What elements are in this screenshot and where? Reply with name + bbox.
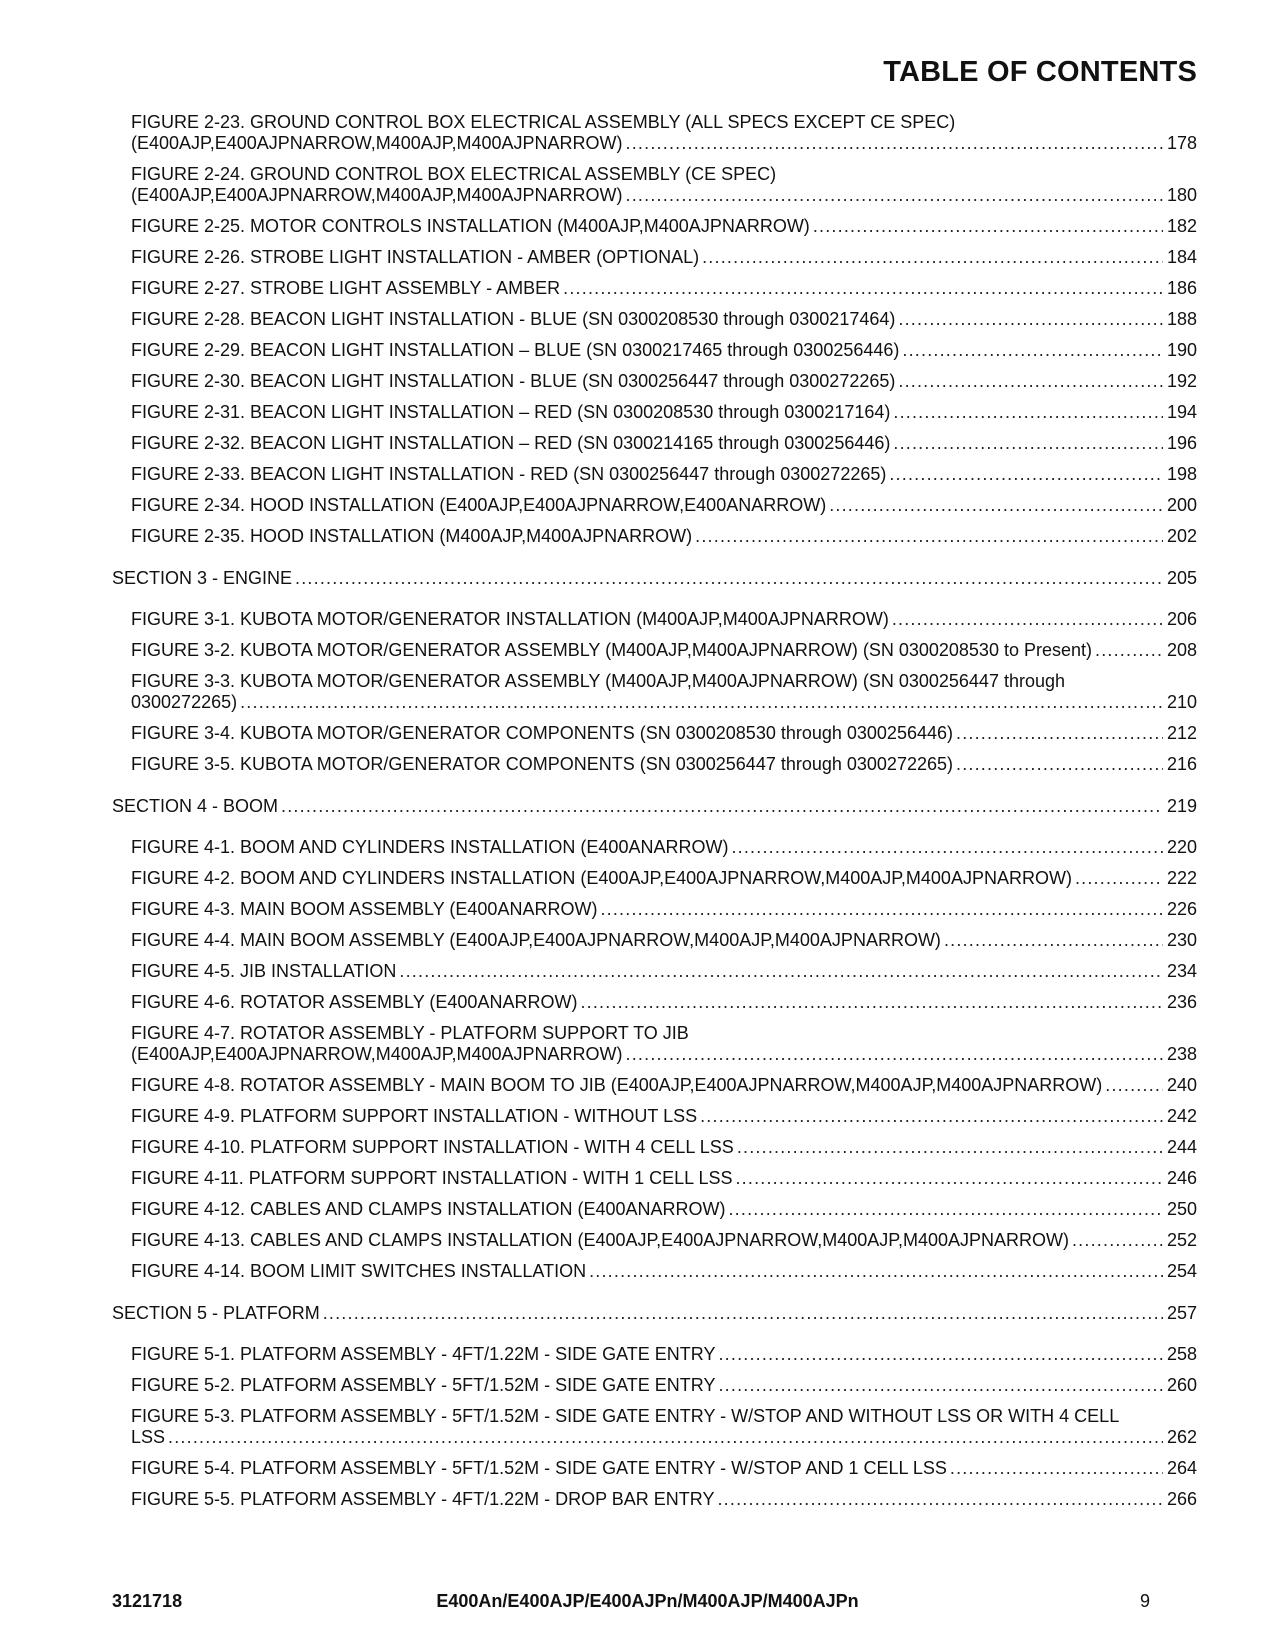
- entry-title-line: LSS: [131, 1427, 166, 1447]
- entry-title-line: FIGURE 5-1. PLATFORM ASSEMBLY - 4FT/1.22M - SIDE GATE ENTRY: [131, 1344, 716, 1364]
- dot-leader: [580, 992, 1163, 1013]
- toc-figure-entry[interactable]: [131, 340, 1197, 371]
- entry-title-line: FIGURE 4-1. BOOM AND CYLINDERS INSTALLATION (E400ANARROW): [131, 837, 729, 857]
- entry-page-number: 194: [1166, 402, 1197, 422]
- dot-leader: [889, 464, 1163, 485]
- entry-page-number: 190: [1166, 340, 1197, 360]
- dot-leader: [813, 216, 1163, 237]
- document-number: 3121718: [112, 1591, 183, 1611]
- entry-title-line: FIGURE 5-4. PLATFORM ASSEMBLY - 5FT/1.52M - SIDE GATE ENTRY - W/STOP AND 1 CELL LSS: [131, 1458, 947, 1478]
- dot-leader: [1105, 1075, 1163, 1096]
- dot-leader: [728, 1199, 1162, 1220]
- entry-page-number: 240: [1166, 1075, 1197, 1095]
- toc-figure-entry[interactable]: [131, 1137, 1197, 1168]
- dot-leader: [898, 371, 1163, 392]
- toc-figure-entry[interactable]: [131, 526, 1197, 557]
- entry-page-number: 264: [1166, 1458, 1197, 1478]
- entry-page-number: 226: [1166, 899, 1197, 919]
- dot-leader: [702, 247, 1163, 268]
- entry-title-line: SECTION 4 - BOOM: [112, 796, 279, 816]
- entry-title-line: FIGURE 5-3. PLATFORM ASSEMBLY - 5FT/1.52M - SIDE GATE ENTRY - W/STOP AND WITHOUT LSS OR WITH 4 CELL: [131, 1406, 1120, 1426]
- toc-figure-entry[interactable]: [131, 278, 1197, 309]
- toc-figure-entry[interactable]: [131, 992, 1197, 1023]
- entry-page-number: 236: [1166, 992, 1197, 1012]
- toc-figure-entry[interactable]: [131, 754, 1197, 785]
- toc-figure-entry[interactable]: [131, 1168, 1197, 1199]
- dot-leader: [731, 837, 1163, 858]
- entry-page-number: 244: [1166, 1137, 1197, 1157]
- toc-figure-entry[interactable]: [131, 1199, 1197, 1230]
- toc-figure-entry[interactable]: [131, 495, 1197, 526]
- toc-figure-entry[interactable]: [131, 868, 1197, 899]
- entry-page-number: 182: [1166, 216, 1197, 236]
- entry-title-line: FIGURE 4-14. BOOM LIMIT SWITCHES INSTALLATION: [131, 1261, 587, 1281]
- entry-page-number: 266: [1166, 1489, 1197, 1509]
- dot-leader: [718, 1375, 1162, 1396]
- toc-figure-entry[interactable]: [131, 402, 1197, 433]
- entry-title-line: FIGURE 2-26. STROBE LIGHT INSTALLATION - AMBER (OPTIONAL): [131, 247, 700, 267]
- entry-title-line: FIGURE 4-8. ROTATOR ASSEMBLY - MAIN BOOM TO JIB (E400AJP,E400AJPNARROW,M400AJP,M400AJPNARROW): [131, 1075, 1103, 1095]
- entry-title-line: FIGURE 2-23. GROUND CONTROL BOX ELECTRICAL ASSEMBLY (ALL SPECS EXCEPT CE SPEC): [131, 112, 956, 132]
- entry-page-number: 180: [1166, 185, 1197, 205]
- toc-figure-entry[interactable]: [131, 1261, 1197, 1292]
- entry-title-line: FIGURE 2-35. HOOD INSTALLATION (M400AJP,M400AJPNARROW): [131, 526, 693, 546]
- entry-page-number: 205: [1166, 568, 1197, 588]
- toc-section-entry[interactable]: [112, 557, 1197, 609]
- entry-page-number: 262: [1166, 1427, 1197, 1447]
- dot-leader: [626, 1044, 1163, 1065]
- entry-title-line: 0300272265): [131, 692, 238, 712]
- dot-leader: [240, 692, 1163, 713]
- entry-title-line: SECTION 3 - ENGINE: [112, 568, 293, 588]
- dot-leader: [168, 1427, 1163, 1448]
- toc-figure-entry[interactable]: [131, 671, 1197, 723]
- dot-leader: [956, 754, 1163, 775]
- entry-page-number: 242: [1166, 1106, 1197, 1126]
- entry-page-number: 198: [1166, 464, 1197, 484]
- toc-figure-entry[interactable]: [131, 609, 1197, 640]
- entry-page-number: 252: [1166, 1230, 1197, 1250]
- dot-leader: [902, 340, 1163, 361]
- dot-leader: [563, 278, 1163, 299]
- dot-leader: [295, 568, 1163, 589]
- dot-leader: [1072, 1230, 1163, 1251]
- entry-title-line: (E400AJP,E400AJPNARROW,M400AJP,M400AJPNARROW): [131, 185, 623, 205]
- dot-leader: [950, 1458, 1163, 1479]
- toc-figure-entry[interactable]: [131, 1375, 1197, 1406]
- entry-title-line: FIGURE 3-3. KUBOTA MOTOR/GENERATOR ASSEMBLY (M400AJP,M400AJPNARROW) (SN 0300256447 through: [131, 671, 1066, 691]
- toc-figure-entry[interactable]: [131, 1075, 1197, 1106]
- entry-page-number: 219: [1166, 796, 1197, 816]
- entry-page-number: 234: [1166, 961, 1197, 981]
- dot-leader: [898, 309, 1163, 330]
- toc-section-entry[interactable]: [112, 1292, 1197, 1344]
- dot-leader: [717, 1489, 1162, 1510]
- toc-figure-entry[interactable]: [131, 1230, 1197, 1261]
- entry-title-line: SECTION 5 - PLATFORM: [112, 1303, 320, 1323]
- toc-figure-entry[interactable]: [131, 433, 1197, 464]
- entry-page-number: 246: [1166, 1168, 1197, 1188]
- entry-title-line: FIGURE 3-1. KUBOTA MOTOR/GENERATOR INSTALLATION (M400AJP,M400AJPNARROW): [131, 609, 889, 629]
- entry-page-number: 192: [1166, 371, 1197, 391]
- dot-leader: [1095, 640, 1163, 661]
- toc-figure-entry[interactable]: [131, 1489, 1197, 1520]
- entry-page-number: 220: [1166, 837, 1197, 857]
- entry-page-number: 184: [1166, 247, 1197, 267]
- entry-title-line: FIGURE 2-31. BEACON LIGHT INSTALLATION – RED (SN 0300208530 through 0300217164): [131, 402, 891, 422]
- toc-figure-entry[interactable]: [131, 1106, 1197, 1137]
- entry-page-number: 206: [1166, 609, 1197, 629]
- entry-page-number: 216: [1166, 754, 1197, 774]
- toc-figure-entry[interactable]: [131, 1344, 1197, 1375]
- dot-leader: [892, 609, 1163, 630]
- toc-figure-entry[interactable]: [131, 899, 1197, 930]
- dot-leader: [893, 433, 1163, 454]
- dot-leader: [600, 899, 1163, 920]
- entry-page-number: 257: [1166, 1303, 1197, 1323]
- entry-page-number: 210: [1166, 692, 1197, 712]
- entry-page-number: 212: [1166, 723, 1197, 743]
- entry-page-number: 254: [1166, 1261, 1197, 1281]
- entry-title-line: FIGURE 3-4. KUBOTA MOTOR/GENERATOR COMPONENTS (SN 0300208530 through 0300256446): [131, 723, 953, 743]
- toc-figure-entry[interactable]: [131, 371, 1197, 402]
- toc-figure-entry[interactable]: [131, 164, 1197, 216]
- dot-leader: [281, 796, 1163, 817]
- entry-title-line: FIGURE 4-6. ROTATOR ASSEMBLY (E400ANARROW): [131, 992, 578, 1012]
- entry-title-line: FIGURE 5-2. PLATFORM ASSEMBLY - 5FT/1.52M - SIDE GATE ENTRY: [131, 1375, 716, 1395]
- entry-title-line: FIGURE 2-33. BEACON LIGHT INSTALLATION - RED (SN 0300256447 through 0300272265): [131, 464, 887, 484]
- entry-title-line: FIGURE 4-12. CABLES AND CLAMPS INSTALLATION (E400ANARROW): [131, 1199, 726, 1219]
- dot-leader: [1075, 868, 1163, 889]
- dot-leader: [399, 961, 1163, 982]
- entry-title-line: FIGURE 4-9. PLATFORM SUPPORT INSTALLATION - WITHOUT LSS: [131, 1106, 698, 1126]
- toc-figure-entry[interactable]: [131, 640, 1197, 671]
- entry-title-line: FIGURE 2-25. MOTOR CONTROLS INSTALLATION (M400AJP,M400AJPNARROW): [131, 216, 810, 236]
- entry-page-number: 200: [1166, 495, 1197, 515]
- dot-leader: [589, 1261, 1163, 1282]
- entry-title-line: FIGURE 4-13. CABLES AND CLAMPS INSTALLATION (E400AJP,E400AJPNARROW,M400AJP,M400AJPNARROW): [131, 1230, 1069, 1250]
- entry-title-line: (E400AJP,E400AJPNARROW,M400AJP,M400AJPNARROW): [131, 133, 623, 153]
- entry-title-line: FIGURE 2-32. BEACON LIGHT INSTALLATION – RED (SN 0300214165 through 0300256446): [131, 433, 891, 453]
- toc-figure-entry[interactable]: [131, 1458, 1197, 1489]
- entry-page-number: 178: [1166, 133, 1197, 153]
- entry-title-line: FIGURE 2-27. STROBE LIGHT ASSEMBLY - AMBER: [131, 278, 561, 298]
- toc-figure-entry[interactable]: [131, 247, 1197, 278]
- entry-page-number: 186: [1166, 278, 1197, 298]
- toc-figure-entry[interactable]: [131, 1406, 1197, 1458]
- dot-leader: [893, 402, 1163, 423]
- entry-title-line: FIGURE 4-7. ROTATOR ASSEMBLY - PLATFORM SUPPORT TO JIB: [131, 1023, 689, 1043]
- entry-title-line: FIGURE 4-5. JIB INSTALLATION: [131, 961, 397, 981]
- entry-title-line: FIGURE 2-28. BEACON LIGHT INSTALLATION - BLUE (SN 0300208530 through 0300217464): [131, 309, 896, 329]
- entry-title-line: FIGURE 2-24. GROUND CONTROL BOX ELECTRICAL ASSEMBLY (CE SPEC): [131, 164, 777, 184]
- entry-page-number: 250: [1166, 1199, 1197, 1219]
- toc-section-entry[interactable]: [112, 785, 1197, 837]
- entry-page-number: 260: [1166, 1375, 1197, 1395]
- toc-figure-entry[interactable]: [131, 961, 1197, 992]
- entry-page-number: 208: [1166, 640, 1197, 660]
- toc-figure-entry[interactable]: [131, 112, 1197, 164]
- toc-figure-entry[interactable]: [131, 1023, 1197, 1075]
- toc-figure-entry[interactable]: [131, 930, 1197, 961]
- page-title: TABLE OF CONTENTS: [883, 56, 1197, 88]
- dot-leader: [695, 526, 1163, 547]
- page-number: 9: [1139, 1591, 1150, 1611]
- dot-leader: [956, 723, 1163, 744]
- entry-title-line: FIGURE 4-11. PLATFORM SUPPORT INSTALLATION - WITH 1 CELL LSS: [131, 1168, 733, 1188]
- dot-leader: [700, 1106, 1163, 1127]
- entry-title-line: FIGURE 4-2. BOOM AND CYLINDERS INSTALLATION (E400AJP,E400AJPNARROW,M400AJP,M400AJPNARROW): [131, 868, 1072, 888]
- entry-page-number: 238: [1166, 1044, 1197, 1064]
- entry-title-line: FIGURE 4-3. MAIN BOOM ASSEMBLY (E400ANARROW): [131, 899, 598, 919]
- entry-page-number: 202: [1166, 526, 1197, 546]
- dot-leader: [626, 133, 1163, 154]
- toc-figure-entry[interactable]: [131, 216, 1197, 247]
- entry-title-line: FIGURE 2-34. HOOD INSTALLATION (E400AJP,E400AJPNARROW,E400ANARROW): [131, 495, 827, 515]
- dot-leader: [718, 1344, 1162, 1365]
- entry-title-line: FIGURE 3-5. KUBOTA MOTOR/GENERATOR COMPONENTS (SN 0300256447 through 0300272265): [131, 754, 953, 774]
- toc-figure-entry[interactable]: [131, 309, 1197, 340]
- dot-leader: [735, 1168, 1162, 1189]
- entry-page-number: 188: [1166, 309, 1197, 329]
- entry-page-number: 230: [1166, 930, 1197, 950]
- dot-leader: [323, 1303, 1163, 1324]
- toc-figure-entry[interactable]: [131, 723, 1197, 754]
- entry-title-line: FIGURE 2-29. BEACON LIGHT INSTALLATION – BLUE (SN 0300217465 through 0300256446): [131, 340, 900, 360]
- toc-figure-entry[interactable]: [131, 837, 1197, 868]
- toc-list: [0, 112, 1275, 1520]
- entry-page-number: 222: [1166, 868, 1197, 888]
- dot-leader: [737, 1137, 1163, 1158]
- entry-title-line: FIGURE 5-5. PLATFORM ASSEMBLY - 4FT/1.22M - DROP BAR ENTRY: [131, 1489, 715, 1509]
- model-list: E400An/E400AJP/E400AJPn/M400AJP/M400AJPn: [436, 1591, 859, 1611]
- entry-title-line: FIGURE 2-30. BEACON LIGHT INSTALLATION - BLUE (SN 0300256447 through 0300272265): [131, 371, 896, 391]
- entry-title-line: FIGURE 4-4. MAIN BOOM ASSEMBLY (E400AJP,E400AJPNARROW,M400AJP,M400AJPNARROW): [131, 930, 941, 950]
- dot-leader: [944, 930, 1163, 951]
- entry-title-line: (E400AJP,E400AJPNARROW,M400AJP,M400AJPNARROW): [131, 1044, 623, 1064]
- dot-leader: [829, 495, 1163, 516]
- entry-page-number: 196: [1166, 433, 1197, 453]
- dot-leader: [626, 185, 1163, 206]
- entry-page-number: 258: [1166, 1344, 1197, 1364]
- toc-figure-entry[interactable]: [131, 464, 1197, 495]
- entry-title-line: FIGURE 3-2. KUBOTA MOTOR/GENERATOR ASSEMBLY (M400AJP,M400AJPNARROW) (SN 0300208530 to Present): [131, 640, 1092, 660]
- entry-title-line: FIGURE 4-10. PLATFORM SUPPORT INSTALLATION - WITH 4 CELL LSS: [131, 1137, 734, 1157]
